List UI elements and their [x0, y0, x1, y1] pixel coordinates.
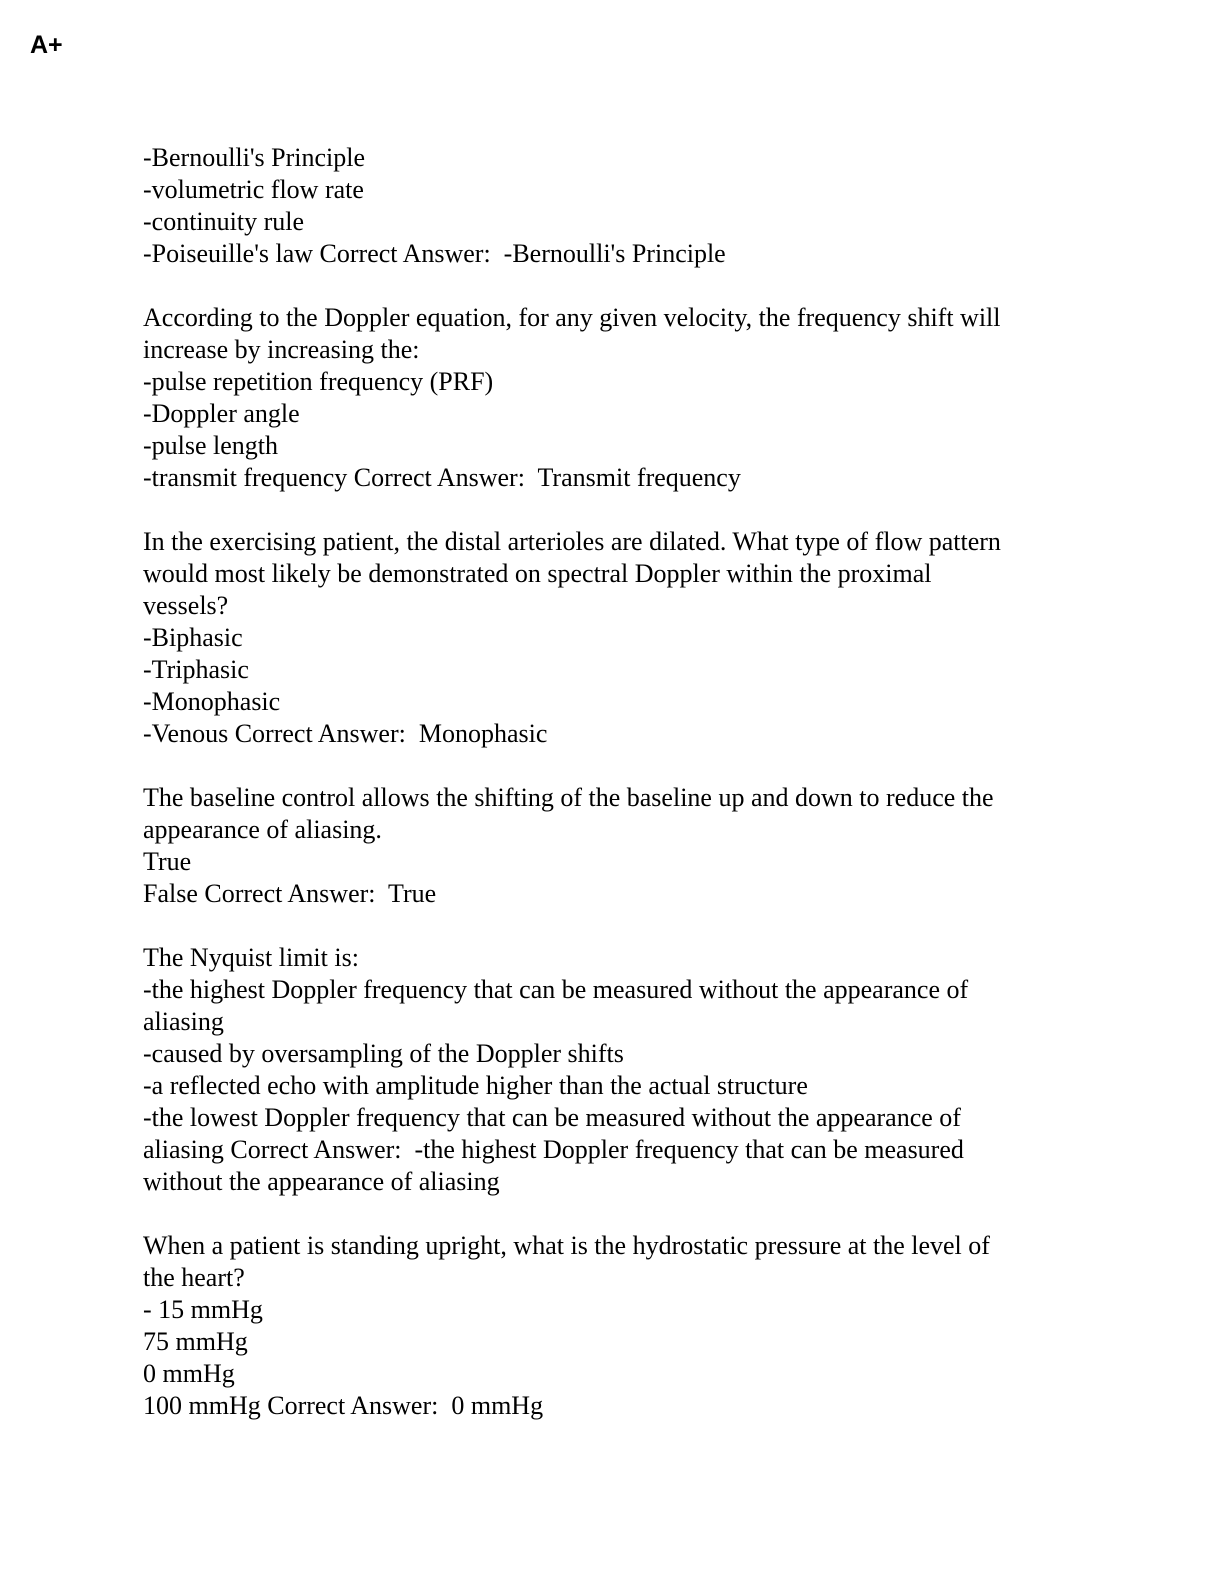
text-line: increase by increasing the:	[143, 335, 420, 364]
text-line: According to the Doppler equation, for any given velocity, the frequency shift will	[143, 303, 1001, 332]
text-line: vessels?	[143, 591, 229, 620]
text-line: In the exercising patient, the distal arterioles are dilated. What type of flow pattern	[143, 527, 1001, 556]
question-block	[143, 1230, 1083, 1422]
text-line: -Doppler angle	[143, 399, 300, 428]
document-body	[143, 142, 1083, 1454]
text-line: -Bernoulli's Principle	[143, 143, 366, 172]
text-line: True	[143, 847, 192, 876]
text-line: aliasing Correct Answer: -the highest Doppler frequency that can be measured	[143, 1135, 964, 1164]
text-line: -transmit frequency Correct Answer: Transmit frequency	[143, 463, 741, 492]
text-line: -Poiseuille's law Correct Answer: -Bernoulli's Principle	[143, 239, 726, 268]
text-line: 75 mmHg	[143, 1327, 248, 1356]
text-line: 100 mmHg Correct Answer: 0 mmHg	[143, 1391, 544, 1420]
text-line: -volumetric flow rate	[143, 175, 364, 204]
text-line: -the lowest Doppler frequency that can be measured without the appearance of	[143, 1103, 961, 1132]
text-line: without the appearance of aliasing	[143, 1167, 500, 1196]
text-line: -continuity rule	[143, 207, 305, 236]
question-block	[143, 302, 1083, 494]
question-block	[143, 942, 1083, 1198]
text-line: -Biphasic	[143, 623, 243, 652]
question-block	[143, 782, 1083, 910]
grade-mark: A+	[30, 31, 63, 59]
question-block	[143, 142, 1083, 270]
text-line: - 15 mmHg	[143, 1295, 263, 1324]
text-line: -pulse length	[143, 431, 279, 460]
text-line: The Nyquist limit is:	[143, 943, 359, 972]
text-line: appearance of aliasing.	[143, 815, 382, 844]
text-line: The baseline control allows the shifting of the baseline up and down to reduce the	[143, 783, 994, 812]
text-line: When a patient is standing upright, what is the hydrostatic pressure at the level of	[143, 1231, 990, 1260]
text-line: -Monophasic	[143, 687, 281, 716]
text-line: -Venous Correct Answer: Monophasic	[143, 719, 548, 748]
text-line: -a reflected echo with amplitude higher than the actual structure	[143, 1071, 808, 1100]
text-line: -pulse repetition frequency (PRF)	[143, 367, 494, 396]
text-line: 0 mmHg	[143, 1359, 235, 1388]
text-line: aliasing	[143, 1007, 224, 1036]
text-line: -the highest Doppler frequency that can be measured without the appearance of	[143, 975, 969, 1004]
text-line: False Correct Answer: True	[143, 879, 437, 908]
question-block	[143, 526, 1083, 750]
text-line: -Triphasic	[143, 655, 249, 684]
text-line: -caused by oversampling of the Doppler shifts	[143, 1039, 624, 1068]
text-line: would most likely be demonstrated on spectral Doppler within the proximal	[143, 559, 932, 588]
text-line: the heart?	[143, 1263, 245, 1292]
